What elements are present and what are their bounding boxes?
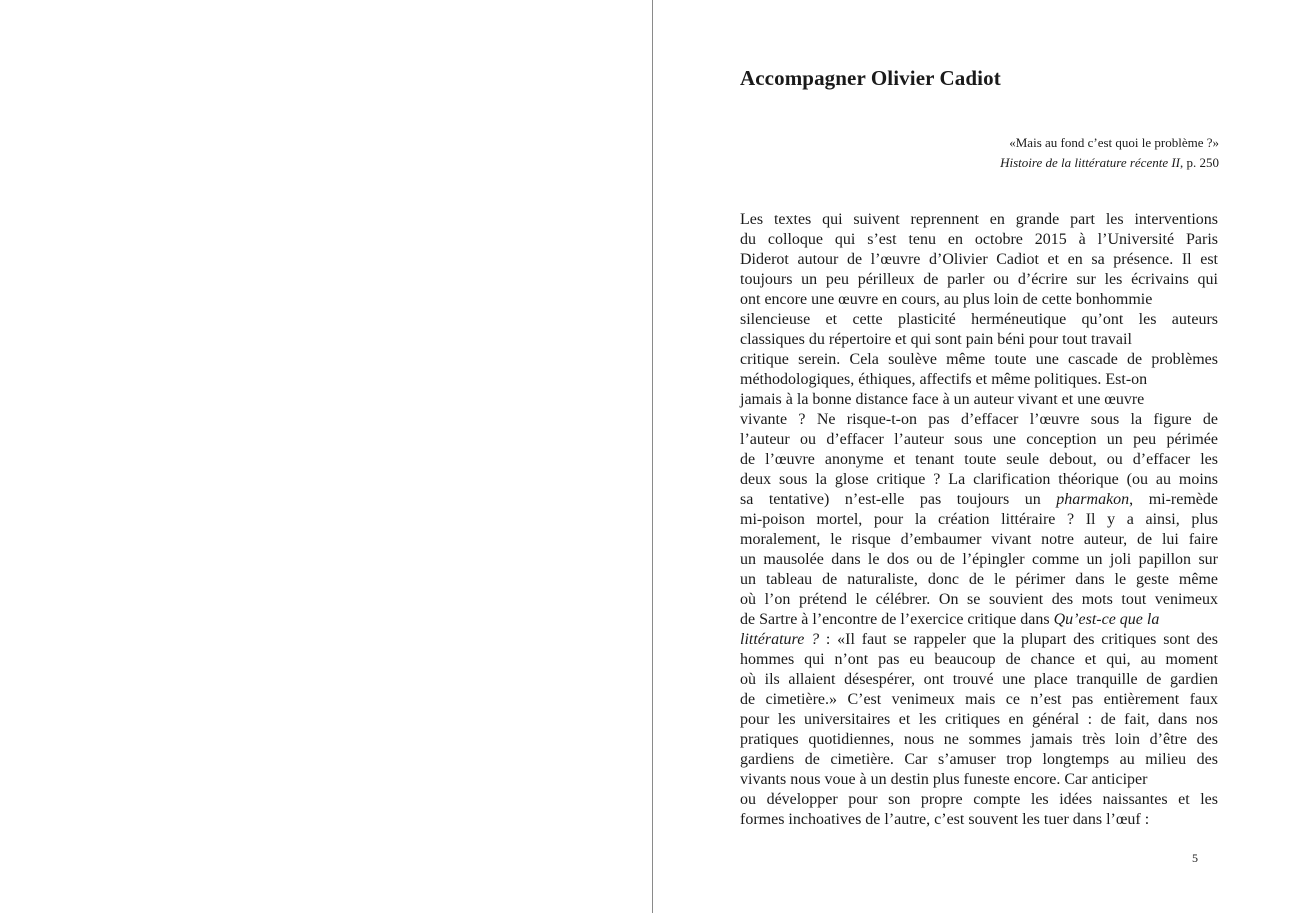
page-number: 5 [1192, 851, 1198, 865]
epigraph-source-page: , p. 250 [1180, 155, 1219, 170]
body-line: méthodologiques, éthiques, affectifs et même politiques. Est-on [740, 371, 1148, 388]
epigraph-source [1000, 153, 1219, 173]
body-line: deux sous la glose critique ? La clarification théorique (ou au moins [740, 471, 1218, 488]
body-line [740, 490, 1218, 510]
chapter-title: Accompagner Olivier Cadiot [740, 66, 1001, 90]
body-line: pratiques quotidiennes, nous ne sommes jamais très loin d’être des [740, 731, 1218, 748]
body-line [740, 630, 1218, 650]
body-line: du colloque qui s’est tenu en octobre 2015 à l’Université Paris [740, 231, 1218, 248]
body-line: gardiens de cimetière. Car s’amuser trop longtemps au milieu des [740, 751, 1218, 768]
body-line: hommes qui n’ont pas eu beaucoup de chance et qui, au moment [740, 651, 1218, 668]
body-line: ont encore une œuvre en cours, au plus loin de cette bonhommie [740, 291, 1153, 308]
body-line: jamais à la bonne distance face à un auteur vivant et une œuvre [740, 391, 1145, 408]
body-line: Diderot autour de l’œuvre d’Olivier Cadiot et en sa présence. Il est [740, 251, 1218, 268]
body-line: Les textes qui suivent reprennent en grande part les interventions [740, 211, 1218, 228]
body-line: un tableau de naturaliste, donc de le périmer dans le geste même [740, 571, 1218, 588]
body-text [740, 210, 1218, 830]
body-line: toujours un peu périlleux de parler ou d’écrire sur les écrivains qui [740, 271, 1218, 288]
body-line: de l’œuvre anonyme et tenant toute seule debout, ou d’effacer les [740, 451, 1218, 468]
body-line: un mausolée dans le dos ou de l’épingler comme un joli papillon sur [740, 551, 1218, 568]
body-line-segment: sa tentative) n’est-elle pas toujours un [740, 491, 1057, 508]
body-line: moralement, le risque d’embaumer vivant notre auteur, de lui faire [740, 531, 1218, 548]
epigraph-source-title: Histoire de la littérature récente II [1000, 155, 1180, 170]
epigraph-quote: «Mais au fond c’est quoi le problème ?» [1009, 135, 1219, 150]
body-line: où ils allaient désespérer, ont trouvé une place tranquille de gardien [740, 671, 1218, 688]
body-line-segment: de Sartre à l’encontre de l’exercice critique dans [740, 611, 1054, 628]
body-italic-title: pharmakon [1056, 491, 1130, 508]
body-line-segment: : «Il faut se rappeler que la plupart des critiques sont des [819, 631, 1219, 648]
body-line: critique serein. Cela soulève même toute une cascade de problèmes [740, 351, 1218, 368]
body-line: formes inchoatives de l’autre, c’est souvent les tuer dans l’œuf : [740, 811, 1150, 828]
body-italic-title: littérature ? [740, 631, 820, 648]
body-line: l’auteur ou d’effacer l’auteur sous une conception un peu périmée [740, 431, 1218, 448]
right-page [653, 0, 1305, 913]
body-line: silencieuse et cette plasticité herméneutique qu’ont les auteurs [740, 311, 1218, 328]
left-page-blank [0, 0, 652, 913]
body-line: vivante ? Ne risque-t-on pas d’effacer l’œuvre sous la figure de [740, 411, 1218, 428]
body-line: ou développer pour son propre compte les idées naissantes et les [740, 791, 1218, 808]
body-italic-title: Qu’est-ce que la [1053, 611, 1160, 628]
body-line-segment: , mi-remède [1129, 491, 1219, 508]
body-line: de cimetière.» C’est venimeux mais ce n’est pas entièrement faux [740, 691, 1218, 708]
epigraph [1000, 133, 1219, 173]
body-line: vivants nous voue à un destin plus funeste encore. Car anticiper [740, 771, 1148, 788]
body-line: pour les universitaires et les critiques en général : de fait, dans nos [740, 711, 1218, 728]
body-line [740, 610, 1218, 630]
body-line: mi-poison mortel, pour la création littéraire ? Il y a ainsi, plus [740, 511, 1218, 528]
body-line: où l’on prétend le célébrer. On se souvient des mots tout venimeux [740, 591, 1218, 608]
body-line: classiques du répertoire et qui sont pain béni pour tout travail [740, 331, 1132, 348]
